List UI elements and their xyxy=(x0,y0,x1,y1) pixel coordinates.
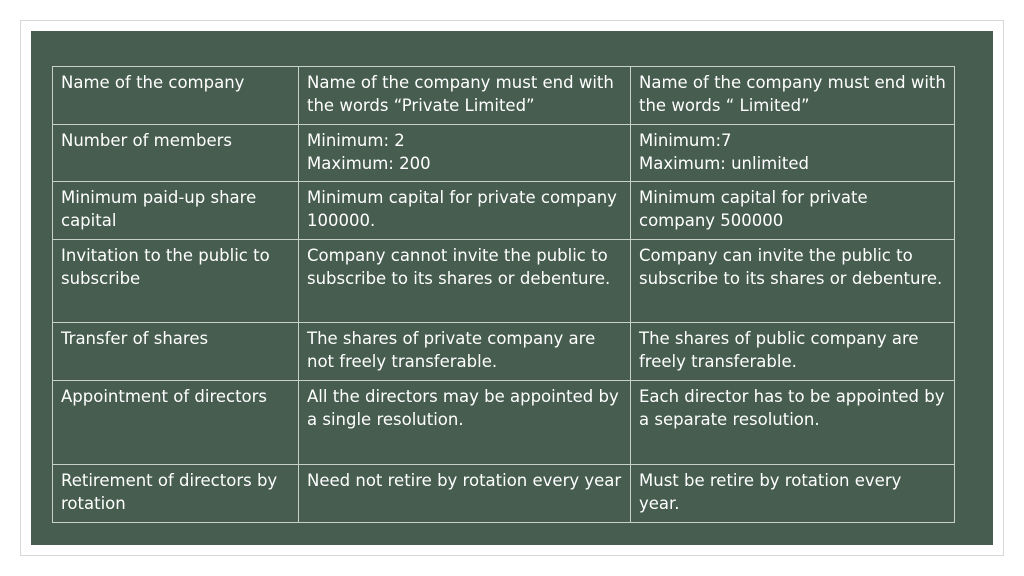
private-company-cell: Company cannot invite the public to subscribe to its shares or debenture. xyxy=(299,240,631,323)
feature-cell: Number of members xyxy=(53,125,299,182)
public-company-cell: Must be retire by rotation every year. xyxy=(631,465,955,523)
public-company-cell: Each director has to be appointed by a separate resolution. xyxy=(631,381,955,465)
table-row xyxy=(53,381,955,465)
public-company-cell: Name of the company must end with the words “ Limited” xyxy=(631,67,955,125)
table-row xyxy=(53,323,955,381)
feature-cell: Minimum paid-up share capital xyxy=(53,182,299,240)
feature-cell: Invitation to the public to subscribe xyxy=(53,240,299,323)
table-row xyxy=(53,240,955,323)
table-row xyxy=(53,182,955,240)
public-company-cell: Company can invite the public to subscribe to its shares or debenture. xyxy=(631,240,955,323)
table-row xyxy=(53,125,955,182)
private-company-cell: All the directors may be appointed by a single resolution. xyxy=(299,381,631,465)
comparison-table xyxy=(52,66,955,523)
private-company-cell: Name of the company must end with the words “Private Limited” xyxy=(299,67,631,125)
table-row xyxy=(53,465,955,523)
feature-cell: Name of the company xyxy=(53,67,299,125)
private-company-cell: The shares of private company are not freely transferable. xyxy=(299,323,631,381)
feature-cell: Retirement of directors by rotation xyxy=(53,465,299,523)
private-company-cell: Minimum: 2 Maximum: 200 xyxy=(299,125,631,182)
slide xyxy=(31,31,993,545)
feature-cell: Transfer of shares xyxy=(53,323,299,381)
public-company-cell: Minimum capital for private company 500000 xyxy=(631,182,955,240)
table-row xyxy=(53,67,955,125)
private-company-cell: Need not retire by rotation every year xyxy=(299,465,631,523)
feature-cell: Appointment of directors xyxy=(53,381,299,465)
public-company-cell: The shares of public company are freely transferable. xyxy=(631,323,955,381)
public-company-cell: Minimum:7 Maximum: unlimited xyxy=(631,125,955,182)
private-company-cell: Minimum capital for private company 100000. xyxy=(299,182,631,240)
